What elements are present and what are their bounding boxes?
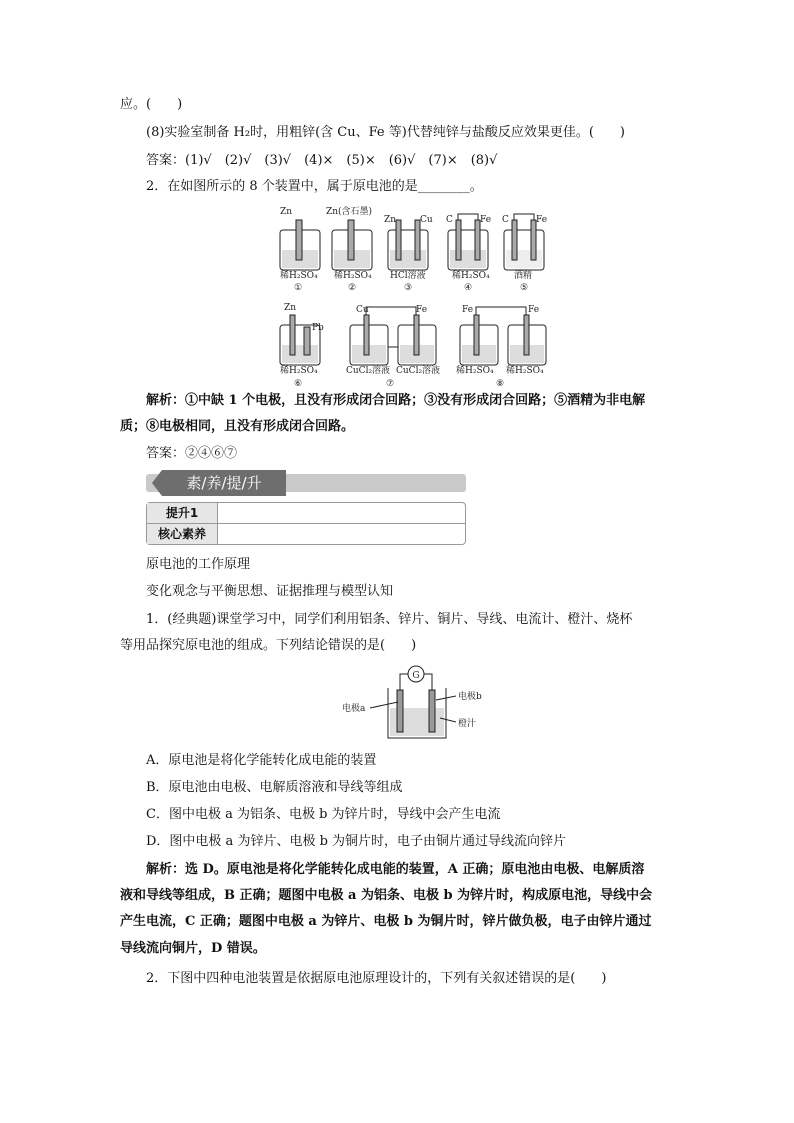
device-4-electrode-right: Fe (480, 215, 492, 225)
device-8-electrode-left: Fe (462, 305, 474, 315)
electrode-b-label: 电极b (458, 692, 482, 702)
section-banner-title: 素/养/提/升 (162, 470, 286, 496)
galvanometer-label: G (412, 671, 420, 681)
question-2-stem: 2．下图中四种电池装置是依据原电池原理设计的，下列有关叙述错误的是( ) (146, 971, 607, 986)
device-7-number: ⑦ (386, 379, 395, 389)
device-3-electrode-left: Zn (384, 215, 397, 225)
topic-heading: 原电池的工作原理 (146, 557, 251, 572)
analysis-line: 解析：选 D。原电池是将化学能转化成电能的装置，A 正确；原电池由电极、电解质溶 (146, 862, 645, 877)
option-a: A．原电池是将化学能转化成电能的装置 (146, 753, 377, 768)
answer-line: 答案：②④⑥⑦ (146, 446, 238, 461)
device-5-electrode-right: Fe (536, 215, 548, 225)
device-6-electrode-right: Pb (312, 323, 324, 333)
device-6-electrode-left: Zn (284, 303, 297, 313)
electrode-cell-figure (340, 662, 490, 746)
analysis-line: 解析：①中缺 1 个电极，且没有形成闭合回路；③没有形成闭合回路；⑤酒精为非电解 (146, 393, 646, 408)
device-1-solution: 稀H₂SO₄ (280, 271, 318, 281)
device-8-electrode-right: Fe (528, 305, 540, 315)
device-7-solution-left: CuCl₂溶液 (346, 366, 391, 376)
orange-juice-label: 橙汁 (458, 719, 477, 729)
analysis-line: 质；⑧电极相同，且没有形成闭合回路。 (120, 419, 355, 434)
option-c: C．图中电极 a 为铝条、电极 b 为锌片时，导线中会产生电流 (146, 807, 501, 822)
device-8-solution-right: 稀H₂SO₄ (506, 366, 544, 376)
device-4-number: ④ (464, 283, 473, 293)
table-cell: 提升1 (147, 503, 218, 523)
device-4-electrode-left: C (446, 215, 453, 225)
device-5-solution: 酒精 (514, 271, 533, 281)
section-table (146, 502, 466, 545)
analysis-line: 产生电流，C 正确；题图中电极 a 为锌片、电极 b 为铜片时，锌片做负极，电子由锌片通过 (120, 914, 652, 929)
device-3-number: ③ (404, 283, 413, 293)
question-item-8: (8)实验室制备 H₂时，用粗锌(含 Cu、Fe 等)代替纯锌与盐酸反应效果更佳。( ) (146, 125, 625, 140)
analysis-line: 液和导线等组成，B 正确；题图中电极 a 为铝条、电极 b 为锌片时，构成原电池，导线中会 (120, 888, 653, 903)
eight-devices-figure (270, 200, 560, 390)
device-8-solution-left: 稀H₂SO₄ (456, 366, 494, 376)
question-2-stem: 2．在如图所示的 8 个装置中，属于原电池的是________。 (146, 179, 483, 194)
literacy-heading: 变化观念与平衡思想、证据推理与模型认知 (146, 584, 394, 599)
device-6-solution: 稀H₂SO₄ (280, 366, 318, 376)
option-d: D．图中电极 a 为锌片、电极 b 为铜片时，电子由铜片通过导线流向锌片 (146, 834, 567, 849)
device-7-electrode-left: Cu (356, 305, 369, 315)
text-line: 应。( ) (120, 97, 183, 112)
electrode-a-label: 电极a (342, 704, 366, 714)
device-8-number: ⑧ (496, 379, 505, 389)
analysis-line: 导线流向铜片，D 错误。 (120, 941, 266, 956)
device-5-number: ⑤ (520, 283, 529, 293)
device-3-electrode-right: Cu (420, 215, 433, 225)
device-3-solution: HCl溶液 (390, 271, 426, 281)
question-1-stem: 1．(经典题)课堂学习中，同学们利用铝条、锌片、铜片、导线、电流计、橙汁、烧杯 (146, 612, 633, 627)
device-2-number: ② (348, 283, 357, 293)
device-4-solution: 稀H₂SO₄ (452, 271, 490, 281)
table-cell: 核心素养 (147, 524, 218, 544)
device-1-electrode: Zn (280, 207, 293, 217)
device-7-solution-right: CuCl₂溶液 (396, 366, 441, 376)
device-1-number: ① (294, 283, 303, 293)
device-5-electrode-left: C (502, 215, 509, 225)
question-1-stem: 等用品探究原电池的组成。下列结论错误的是( ) (120, 638, 417, 653)
device-2-solution: 稀H₂SO₄ (334, 271, 372, 281)
device-2-electrode: Zn(含石墨) (326, 207, 373, 217)
device-6-number: ⑥ (294, 379, 303, 389)
device-7-electrode-right: Fe (416, 305, 428, 315)
answer-line: 答案：(1)√ (2)√ (3)√ (4)× (5)× (6)√ (7)× (8)√ (146, 153, 498, 168)
option-b: B．原电池由电极、电解质溶液和导线等组成 (146, 780, 403, 795)
